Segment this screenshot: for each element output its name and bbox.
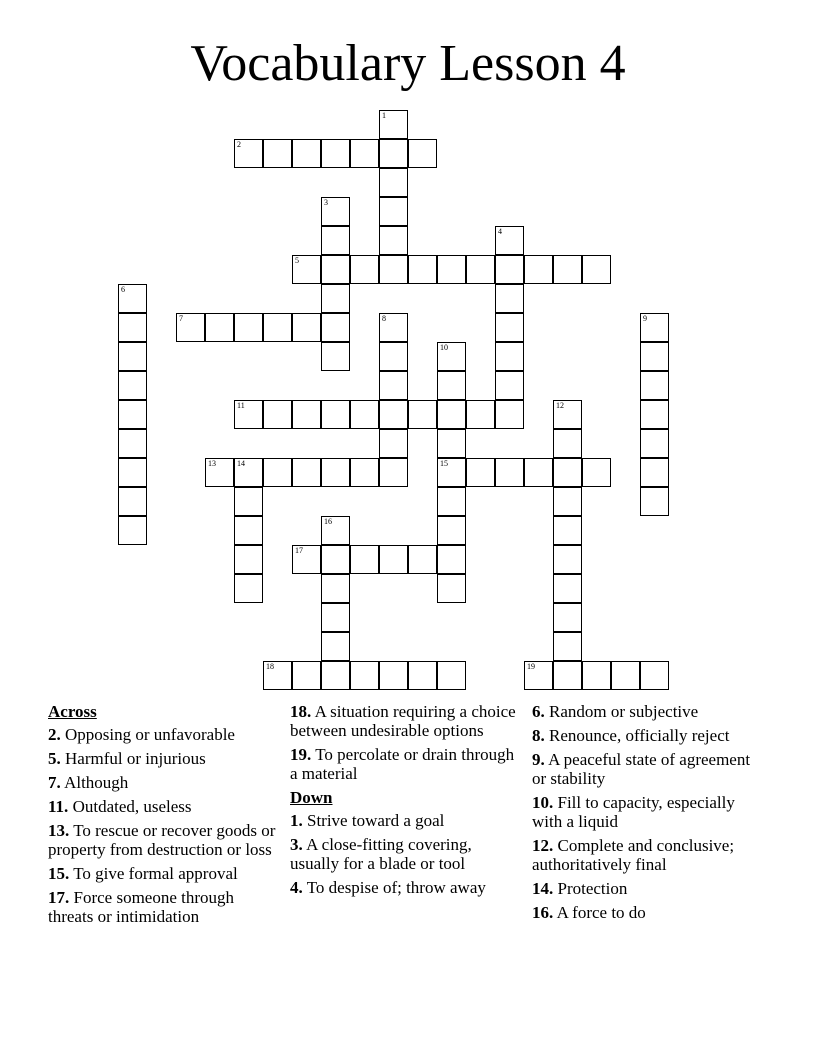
grid-cell[interactable] [379,458,408,487]
clue-number-9: 9 [643,314,647,323]
clue-down-9: 9. A peaceful state of agreement or stability [532,750,751,788]
grid-cell[interactable] [292,313,321,342]
grid-cell[interactable] [321,255,350,284]
grid-cell[interactable] [321,284,350,313]
grid-cell[interactable] [234,574,263,603]
grid-cell[interactable] [640,661,669,690]
grid-cell[interactable] [379,661,408,690]
grid-cell[interactable] [437,545,466,574]
grid-cell[interactable] [321,661,350,690]
clue-down-3: 3. A close-fitting covering, usually for a blade or tool [290,835,472,873]
grid-cell[interactable] [292,400,321,429]
grid-cell[interactable] [234,487,263,516]
grid-cell[interactable] [408,661,437,690]
clue-across-17: 17. Force someone through threats or intimidation [48,888,235,926]
across-heading: Across [48,702,97,721]
grid-cell[interactable] [379,400,408,429]
grid-cell[interactable] [321,458,350,487]
grid-cell[interactable] [437,487,466,516]
grid-cell[interactable] [118,342,147,371]
grid-cell[interactable] [118,313,147,342]
grid-cell[interactable] [263,400,292,429]
grid-cell[interactable] [379,255,408,284]
grid-cell[interactable] [379,429,408,458]
clue-down-10: 10. Fill to capacity, especially with a liquid [532,793,735,831]
clue-number-18: 18 [266,662,274,671]
grid-cell[interactable] [553,487,582,516]
grid-cell[interactable] [118,458,147,487]
grid-cell[interactable] [408,400,437,429]
grid-cell[interactable] [292,139,321,168]
grid-cell[interactable] [292,458,321,487]
grid-cell[interactable] [234,313,263,342]
clue-column-2 [290,702,520,902]
grid-cell[interactable] [321,545,350,574]
grid-cell[interactable] [118,516,147,545]
clue-across-5: 5. Harmful or injurious [48,749,206,768]
grid-cell[interactable] [379,197,408,226]
grid-cell[interactable] [553,516,582,545]
grid-cell[interactable] [553,661,582,690]
grid-cell[interactable] [321,342,350,371]
grid-cell[interactable] [350,545,379,574]
grid-cell[interactable] [350,458,379,487]
grid-cell[interactable] [640,400,669,429]
grid-cell[interactable] [379,342,408,371]
grid-cell[interactable] [582,458,611,487]
grid-cell[interactable] [321,313,350,342]
grid-cell[interactable] [553,545,582,574]
clue-number-17: 17 [295,546,303,555]
grid-cell[interactable] [118,400,147,429]
grid-cell[interactable] [292,661,321,690]
grid-cell[interactable] [263,458,292,487]
grid-cell[interactable] [263,313,292,342]
grid-cell[interactable] [118,371,147,400]
clue-down-8: 8. Renounce, officially reject [532,726,730,745]
grid-cell[interactable] [495,342,524,371]
grid-cell[interactable] [640,458,669,487]
grid-cell[interactable] [321,400,350,429]
grid-cell[interactable] [640,342,669,371]
clue-number-12: 12 [556,401,564,410]
grid-cell[interactable] [553,603,582,632]
grid-cell[interactable] [466,458,495,487]
clue-number-1: 1 [382,111,386,120]
clue-number-5: 5 [295,256,299,265]
grid-cell[interactable] [379,545,408,574]
grid-cell[interactable] [350,139,379,168]
clue-across-7: 7. Although [48,773,129,792]
grid-cell[interactable] [437,516,466,545]
down-heading: Down [290,788,333,807]
grid-cell[interactable] [321,139,350,168]
grid-cell[interactable] [495,458,524,487]
grid-cell[interactable] [437,574,466,603]
grid-cell[interactable] [553,458,582,487]
clue-number-14: 14 [237,459,245,468]
clue-down-14: 14. Protection [532,879,628,898]
grid-cell[interactable] [437,255,466,284]
clue-number-11: 11 [237,401,245,410]
clue-number-6: 6 [121,285,125,294]
clue-across-13: 13. To rescue or recover goods or property from destruction or loss [48,821,276,859]
grid-cell[interactable] [524,458,553,487]
grid-cell[interactable] [234,516,263,545]
grid-cell[interactable] [321,603,350,632]
grid-cell[interactable] [466,255,495,284]
clue-number-2: 2 [237,140,241,149]
clue-down-12: 12. Complete and conclusive; authoritatively final [532,836,735,874]
clue-across-19: 19. To percolate or drain through a material [290,745,515,783]
grid-cell[interactable] [437,400,466,429]
clue-down-1: 1. Strive toward a goal [290,811,445,830]
clue-number-8: 8 [382,314,386,323]
grid-cell[interactable] [408,139,437,168]
grid-cell[interactable] [524,255,553,284]
grid-cell[interactable] [408,255,437,284]
grid-cell[interactable] [118,429,147,458]
grid-cell[interactable] [379,168,408,197]
grid-cell[interactable] [640,371,669,400]
grid-cell[interactable] [379,139,408,168]
grid-cell[interactable] [437,371,466,400]
grid-cell[interactable] [118,487,147,516]
clue-number-19: 19 [527,662,535,671]
clue-across-18: 18. A situation requiring a choice between undesirable options [290,702,516,740]
clue-number-4: 4 [498,227,502,236]
grid-cell[interactable] [640,429,669,458]
grid-cell[interactable] [495,371,524,400]
clue-number-10: 10 [440,343,448,352]
grid-cell[interactable] [553,255,582,284]
grid-cell[interactable] [582,661,611,690]
grid-cell[interactable] [466,400,495,429]
grid-cell[interactable] [263,139,292,168]
grid-cell[interactable] [553,574,582,603]
clue-number-3: 3 [324,198,328,207]
puzzle-title: Vocabulary Lesson 4 [190,35,626,92]
grid-cell[interactable] [437,429,466,458]
grid-cell[interactable] [379,371,408,400]
clue-across-2: 2. Opposing or unfavorable [48,725,235,744]
grid-cell[interactable] [553,632,582,661]
grid-cell[interactable] [495,400,524,429]
clue-number-13: 13 [208,459,216,468]
clue-down-4: 4. To despise of; throw away [290,878,486,897]
grid-cell[interactable] [495,284,524,313]
grid-cell[interactable] [321,226,350,255]
clue-number-16: 16 [324,517,332,526]
grid-cell[interactable] [582,255,611,284]
grid-cell[interactable] [234,545,263,574]
clue-number-15: 15 [440,459,448,468]
clue-across-15: 15. To give formal approval [48,864,238,883]
grid-cell[interactable] [205,313,234,342]
grid-cell[interactable] [379,226,408,255]
clue-down-6: 6. Random or subjective [532,702,699,721]
grid-cell[interactable] [408,545,437,574]
grid-cell[interactable] [350,255,379,284]
clue-down-16: 16. A force to do [532,903,646,922]
grid-cell[interactable] [553,429,582,458]
grid-cell[interactable] [321,632,350,661]
grid-cell[interactable] [611,661,640,690]
clue-column-1 [48,702,278,931]
grid-cell[interactable] [640,487,669,516]
grid-cell[interactable] [495,313,524,342]
grid-cell[interactable] [495,255,524,284]
grid-cell[interactable] [350,400,379,429]
clue-column-3 [532,702,768,927]
grid-cell[interactable] [321,574,350,603]
grid-cell[interactable] [437,661,466,690]
grid-cell[interactable] [350,661,379,690]
clue-across-11: 11. Outdated, useless [48,797,192,816]
clue-number-7: 7 [179,314,183,323]
